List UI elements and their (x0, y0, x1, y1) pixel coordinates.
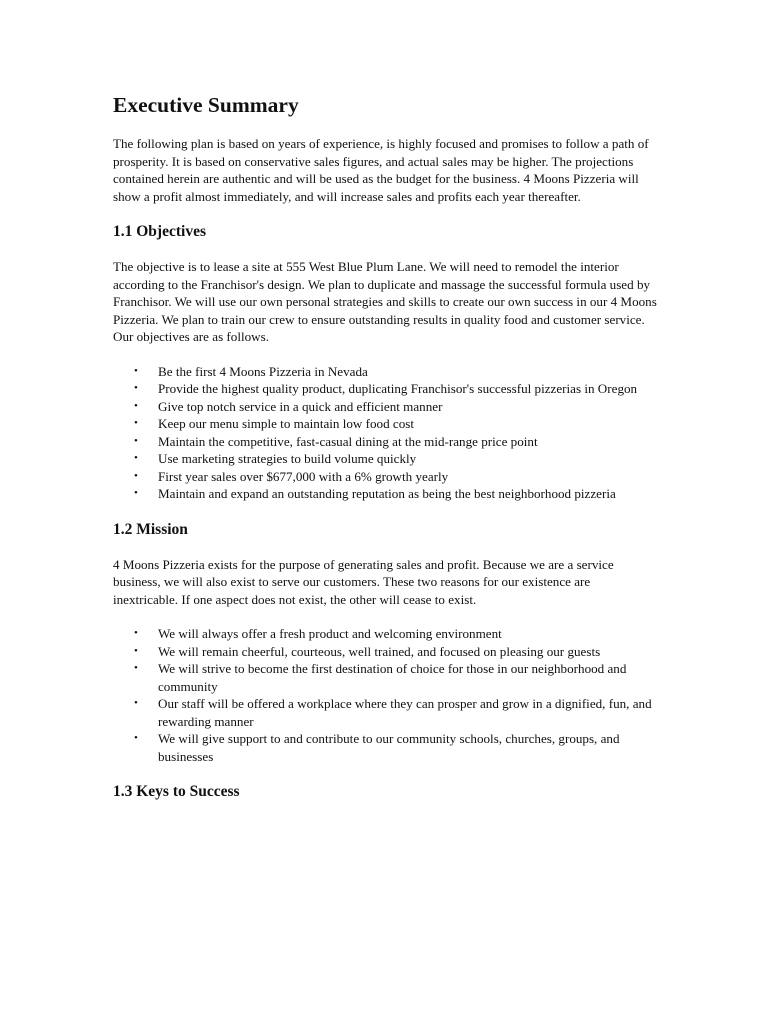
list-item-text: Keep our menu simple to maintain low food cost (158, 416, 415, 431)
bullet-icon: • (134, 644, 138, 657)
bullet-icon: • (134, 399, 138, 412)
document-page (113, 92, 658, 818)
list-item (113, 643, 658, 661)
bullet-icon: • (134, 732, 138, 744)
list-item-text: Maintain and expand an outstanding reputation as being the best neighborhood pizzeria (158, 486, 616, 501)
list-item (113, 380, 658, 398)
list-item (113, 625, 658, 643)
intro-paragraph: The following plan is based on years of experience, is highly focused and promises to follow a path of prosperity. It is based on conservative sales figures, and actual sales may be higher. The projections contained herein are authentic and will be used as the budget for the business. 4 Moons Pizzeria will show a profit almost immediately, and will increase sales and profits each year thereafter. (113, 136, 649, 204)
list-item (113, 433, 658, 451)
mission-heading: 1.2 Mission (113, 520, 188, 538)
page-title: Executive Summary (113, 93, 299, 117)
bullet-icon: • (134, 662, 138, 674)
objectives-list (113, 363, 658, 503)
list-item (113, 398, 658, 416)
list-item-text: We will remain cheerful, courteous, well trained, and focused on pleasing our guests (158, 643, 601, 659)
mission-paragraph: 4 Moons Pizzeria exists for the purpose of generating sales and profit. Because we are a service business, we will also exist to serve our customers. These two reasons for our existence are inextricable. If one aspect does not exist, the other will cease to exist. (113, 556, 614, 607)
list-item-text: Use marketing strategies to build volume quickly (158, 451, 417, 466)
list-item (113, 730, 658, 765)
list-item (113, 363, 658, 381)
keys-heading: 1.3 Keys to Success (113, 783, 240, 800)
list-item-text: We will always offer a fresh product and welcoming environment (158, 626, 502, 641)
list-item-text: Provide the highest quality product, duplicating Franchisor's successful pizzerias in Oregon (158, 381, 638, 396)
list-item (113, 485, 658, 503)
bullet-icon: • (134, 382, 138, 394)
bullet-icon: • (134, 627, 138, 639)
bullet-icon: • (134, 434, 138, 447)
bullet-icon: • (134, 452, 138, 464)
list-item-text: Our staff will be offered a workplace where they can prosper and grow in a dignified, fun, and rewarding manner (158, 696, 652, 729)
list-item-text: Give top notch service in a quick and efficient manner (158, 398, 443, 414)
list-item (113, 660, 658, 695)
bullet-icon: • (134, 697, 138, 709)
objectives-paragraph: The objective is to lease a site at 555 West Blue Plum Lane. We will need to remodel the interior according to the Franchisor's design. We plan to duplicate and massage the successful formula used by Franchisor. We will use our own personal strategies and skills to create our own success in our 4 Moons Pizzeria. We plan to train our crew to ensure outstanding results in quality food and customer service. Our objectives are as follows. (113, 259, 657, 344)
bullet-icon: • (134, 487, 138, 499)
bullet-icon: • (134, 364, 138, 377)
list-item-text: Maintain the competitive, fast-casual dining at the mid-range price point (158, 433, 538, 449)
objectives-heading: 1.1 Objectives (113, 223, 206, 240)
list-item (113, 695, 658, 730)
list-item (113, 450, 658, 468)
list-item (113, 468, 658, 486)
list-item-text: First year sales over $677,000 with a 6% growth yearly (158, 468, 449, 484)
bullet-icon: • (134, 417, 138, 429)
bullet-icon: • (134, 469, 138, 482)
mission-list (113, 625, 658, 765)
list-item-text: Be the first 4 Moons Pizzeria in Nevada (158, 363, 368, 379)
list-item-text: We will give support to and contribute to our community schools, churches, groups, and businesses (158, 731, 620, 764)
list-item-text: We will strive to become the first destination of choice for those in our neighborhood and community (158, 661, 627, 694)
list-item (113, 415, 658, 433)
